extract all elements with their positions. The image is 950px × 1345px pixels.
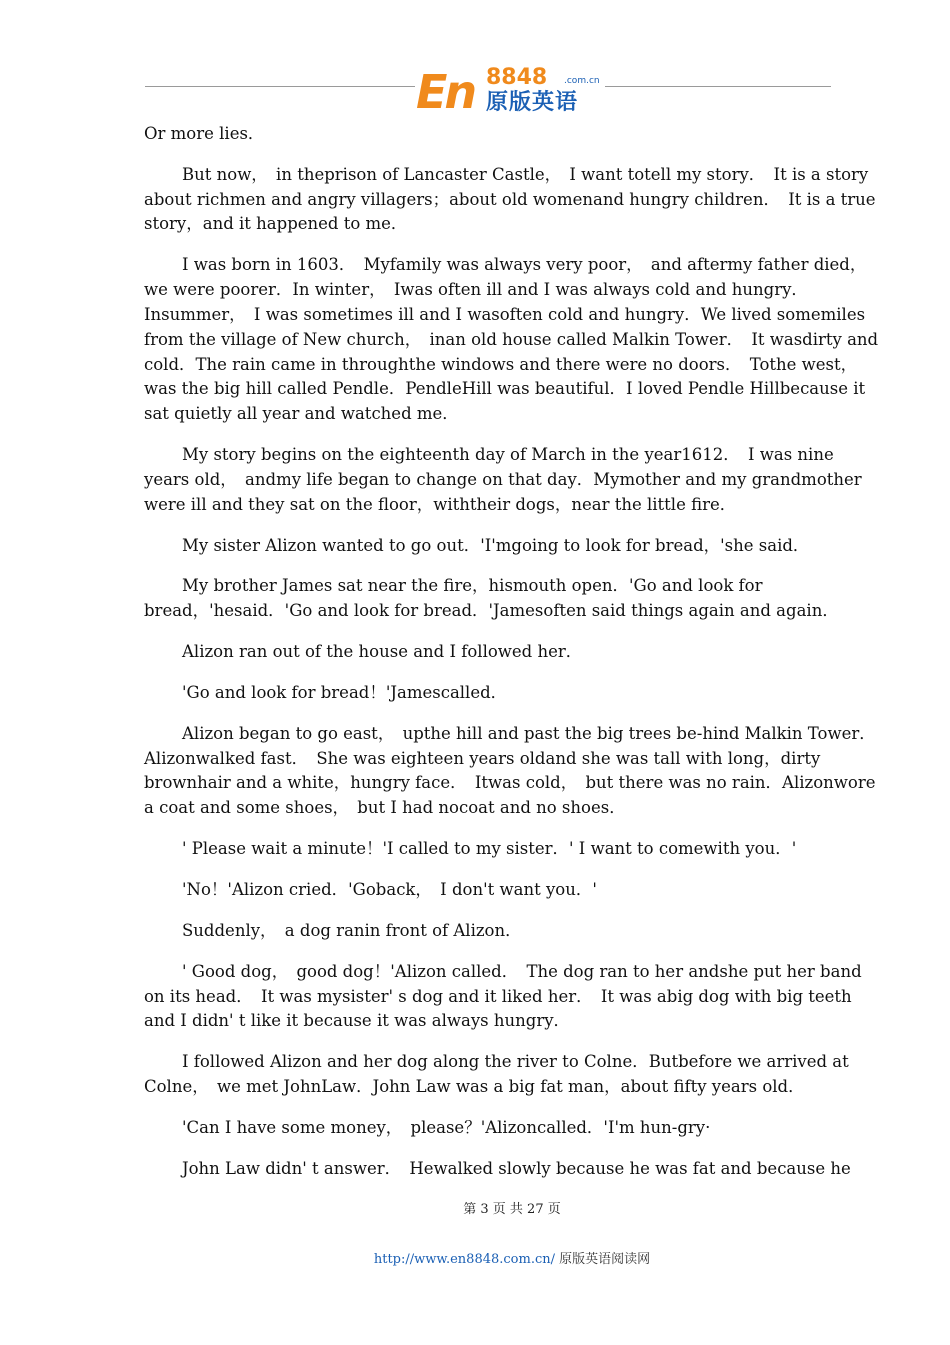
- paragraph: But now， in theprison of Lancaster Castle， I want totell my story． It is a story about richmen and angry villagers；about old womenand hungry children． It is a true story，and it happened to me．: [144, 164, 881, 234]
- paragraph: Or more lies．: [144, 124, 265, 143]
- paragraph: John Law didn' t answer． Hewalked slowly because he was fat and because he: [182, 1158, 851, 1178]
- paragraph: Alizon began to go east， upthe hill and past the big trees be-hind Malkin Tower．Alizonwalked fast． She was eighteen years oldand she was tall with long，dirty brownhair and a white，hungry face． Itwas cold， but there was no rain．Alizonwore a coat and some shoes， but I had nocoat and no shoes．: [144, 723, 881, 818]
- paragraph: Alizon ran out of the house and I followed her．: [182, 642, 583, 662]
- footer-site-name: 原版英语阅读网: [555, 1252, 651, 1267]
- paragraph: 'Go and look for bread！'Jamescalled．: [182, 683, 508, 702]
- header-rule-left: [145, 86, 415, 87]
- footer-url-link[interactable]: http://www.en8848.com.cn/: [373, 1252, 555, 1267]
- paragraph: ' Please wait a minute！'I called to my sister．' I want to comewith you．': [182, 839, 797, 859]
- site-logo: [416, 66, 606, 118]
- paragraph: My sister Alizon wanted to go out．'I'mgoing to look for bread，'she said．: [182, 535, 810, 555]
- logo-en-text: En: [416, 65, 475, 119]
- logo-number-text: 8848: [486, 65, 548, 90]
- paragraph: 'No！'Alizon cried．'Goback， I don't want you．': [182, 880, 597, 900]
- paragraph: My brother James sat near the fire，hismouth open．'Go and look for bread，'hesaid．'Go and look for bread．'Jamesoften said things again and again．: [144, 576, 839, 621]
- paragraph: ' Good dog， good dog！'Alizon called． The dog ran to her andshe put her band on its head． It was mysister' s dog and it liked her． It was abig dog with big teeth and I didn' t like it because it was always hungry．: [144, 961, 867, 1031]
- paragraph: My story begins on the eighteenth day of March in the year1612． I was nine years old， andmy life began to change on that day．Mymother and my grandmother were ill and they sat on the floor，withtheir dogs，near the little fire．: [144, 445, 867, 514]
- header-rule-right: [605, 86, 831, 87]
- logo-chinese-text: 原版英语: [486, 90, 579, 115]
- paragraph: 'Can I have some money， please？'Alizoncalled．'I'm hun-gry·: [182, 1118, 711, 1138]
- paragraph: I followed Alizon and her dog along the river to Colne．Butbefore we arrived at Colne， we met JohnLaw．John Law was a big fat man，about fifty years old．: [144, 1052, 855, 1097]
- story-text: [144, 122, 884, 1198]
- paragraph: Suddenly， a dog ranin front of Alizon．: [182, 920, 522, 940]
- page-number: 第 3 页 共 27 页: [463, 1202, 561, 1217]
- footer: [0, 1248, 950, 1267]
- paragraph: I was born in 1603． Myfamily was always very poor， and aftermy father died，we were poorer．In winter， Iwas often ill and I was always cold and hungry．Insummer， I was sometimes ill and I wasoften cold and hungry．We lived somemiles from the village of New church， inan old house called Malkin Tower． It wasdirty and cold．The rain came in throughthe windows and there were no doors． Tothe west，was the big hill called Pendle．PendleHill was beautiful．I loved Pendle Hillbecause it sat quietly all year and watched me．: [144, 255, 884, 424]
- logo-domain-text: .com.cn: [564, 76, 600, 86]
